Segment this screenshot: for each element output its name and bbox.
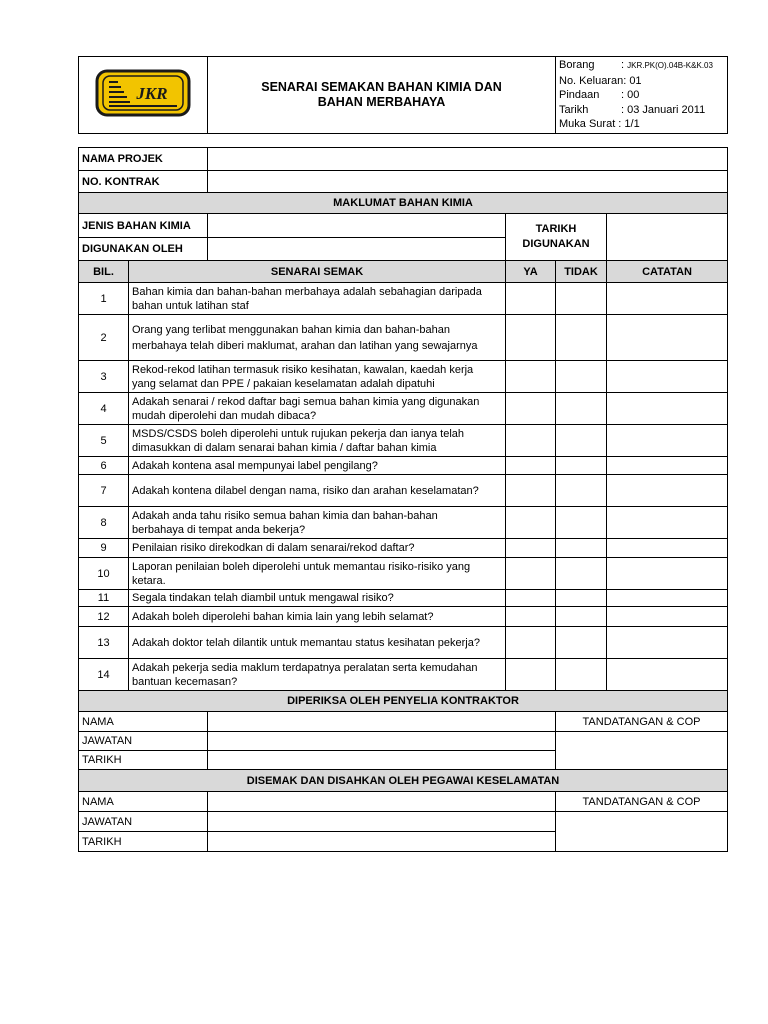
jkr-logo	[95, 68, 191, 118]
tidak-cell[interactable]	[556, 627, 607, 659]
catatan-cell[interactable]	[607, 425, 728, 457]
penyelia-nama-field[interactable]	[208, 712, 556, 732]
maklumat-heading: MAKLUMAT BAHAN KIMIA	[79, 193, 728, 214]
pegawai-nama-field[interactable]	[208, 792, 556, 812]
row-question: Rekod-rekod latihan termasuk risiko kesihatan, kawalan, kaedah kerja yang selamat dan PPE / pakaian keselamatan adalah dipatuhi	[129, 361, 506, 393]
tarikh-value: : 03 Januari 2011	[621, 103, 706, 116]
row-number: 12	[79, 607, 129, 627]
row-question: Segala tindakan telah diambil untuk mengawal risiko?	[129, 590, 506, 607]
pegawai-tarikh-label: TARIKH	[79, 832, 208, 852]
checklist-row	[79, 315, 728, 361]
checklist-header-row	[79, 261, 728, 283]
nama-projek-label: NAMA PROJEK	[79, 148, 208, 171]
penyelia-nama-label: NAMA	[79, 712, 208, 732]
row-question: Penilaian risiko direkodkan di dalam senarai/rekod daftar?	[129, 539, 506, 558]
borang-label: Borang	[559, 59, 595, 71]
row-question: Laporan penilaian boleh diperolehi untuk memantau risiko-risiko yang ketara.	[129, 558, 506, 590]
catatan-header: CATATAN	[607, 261, 728, 283]
nama-projek-field[interactable]	[208, 148, 728, 171]
no-keluaran: No. Keluaran: 01	[559, 74, 642, 87]
checklist-row	[79, 590, 728, 607]
ya-cell[interactable]	[506, 539, 556, 558]
tidak-cell[interactable]	[556, 425, 607, 457]
ya-cell[interactable]	[506, 507, 556, 539]
catatan-cell[interactable]	[607, 590, 728, 607]
borang-value: JKR.PK(O).04B-K&K.03	[627, 61, 713, 70]
ya-cell[interactable]	[506, 475, 556, 507]
ya-cell[interactable]	[506, 607, 556, 627]
logo-cell	[79, 57, 208, 134]
pindaan-value: : 00	[621, 89, 640, 101]
title-line-2: BAHAN MERBAHAYA	[317, 94, 446, 109]
svg-text:JKR: JKR	[136, 84, 168, 104]
ya-cell[interactable]	[506, 457, 556, 475]
title-line-1: SENARAI SEMAKAN BAHAN KIMIA DAN	[261, 79, 502, 94]
digunakan-oleh-label: DIGUNAKAN OLEH	[79, 238, 208, 261]
no-kontrak-row	[79, 171, 728, 193]
checklist-form	[78, 147, 728, 852]
document-header	[78, 56, 728, 134]
no-kontrak-label: NO. KONTRAK	[79, 171, 208, 193]
catatan-cell[interactable]	[607, 627, 728, 659]
catatan-cell[interactable]	[607, 659, 728, 691]
row-number: 10	[79, 558, 129, 590]
row-number: 3	[79, 361, 129, 393]
tidak-cell[interactable]	[556, 590, 607, 607]
checklist-row	[79, 607, 728, 627]
ya-header: YA	[506, 261, 556, 283]
row-question: Bahan kimia dan bahan-bahan merbahaya adalah sebahagian daripada bahan untuk latihan staf	[129, 283, 506, 315]
row-question: Orang yang terlibat menggunakan bahan kimia dan bahan-bahan merbahaya telah diberi maklumat, arahan dan latihan yang sewajarnya	[129, 315, 506, 361]
senarai-semak-header: SENARAI SEMAK	[129, 261, 506, 283]
tidak-cell[interactable]	[556, 607, 607, 627]
penyelia-heading: DIPERIKSA OLEH PENYELIA KONTRAKTOR	[79, 691, 728, 712]
tidak-header: TIDAK	[556, 261, 607, 283]
row-number: 4	[79, 393, 129, 425]
row-number: 9	[79, 539, 129, 558]
ya-cell[interactable]	[506, 283, 556, 315]
bil-header: BIL.	[79, 261, 129, 283]
pegawai-tandatangan-label: TANDATANGAN & COP	[556, 792, 728, 812]
pegawai-tandatangan-field[interactable]	[556, 812, 728, 852]
muka-surat: Muka Surat : 1/1	[559, 118, 640, 130]
checklist-row	[79, 393, 728, 425]
row-question: Adakah kontena dilabel dengan nama, risiko dan arahan keselamatan?	[129, 475, 506, 507]
catatan-cell[interactable]	[607, 475, 728, 507]
checklist-row	[79, 283, 728, 315]
document-meta: Borang : JKR.PK(O).04B-K&K.03 No. Keluaran: 01 Pindaan : 00 Tarikh : 03 Januari 2011 Muka Surat : 1/1	[556, 57, 728, 134]
tidak-cell[interactable]	[556, 283, 607, 315]
checklist-row	[79, 425, 728, 457]
pegawai-jawatan-field[interactable]	[208, 812, 556, 832]
catatan-cell[interactable]	[607, 507, 728, 539]
pegawai-jawatan-label: JAWATAN	[79, 812, 208, 832]
pegawai-tarikh-field[interactable]	[208, 832, 556, 852]
row-question: Adakah kontena asal mempunyai label pengilang?	[129, 457, 506, 475]
row-number: 1	[79, 283, 129, 315]
catatan-cell[interactable]	[607, 393, 728, 425]
ya-cell[interactable]	[506, 627, 556, 659]
ya-cell[interactable]	[506, 659, 556, 691]
row-question: Adakah senarai / rekod daftar bagi semua bahan kimia yang digunakan mudah diperolehi dan mudah dibaca?	[129, 393, 506, 425]
tidak-cell[interactable]	[556, 507, 607, 539]
ya-cell[interactable]	[506, 393, 556, 425]
row-question: Adakah pekerja sedia maklum terdapatnya peralatan serta kemudahan bantuan kecemasan?	[129, 659, 506, 691]
catatan-cell[interactable]	[607, 539, 728, 558]
row-question: Adakah anda tahu risiko semua bahan kimia dan bahan-bahan berbahaya di tempat anda bekerja?	[129, 507, 506, 539]
penyelia-tarikh-label: TARIKH	[79, 751, 208, 770]
checklist-row	[79, 507, 728, 539]
jenis-bahan-label: JENIS BAHAN KIMIA	[79, 214, 208, 238]
row-number: 7	[79, 475, 129, 507]
pegawai-heading: DISEMAK DAN DISAHKAN OLEH PEGAWAI KESELAMATAN	[79, 770, 728, 792]
nama-projek-row	[79, 148, 728, 171]
tidak-cell[interactable]	[556, 558, 607, 590]
catatan-cell[interactable]	[607, 315, 728, 361]
ya-cell[interactable]	[506, 315, 556, 361]
checklist-row	[79, 457, 728, 475]
ya-cell[interactable]	[506, 425, 556, 457]
no-kontrak-field[interactable]	[208, 171, 728, 193]
row-question: Adakah doktor telah dilantik untuk memantau status kesihatan pekerja?	[129, 627, 506, 659]
row-number: 2	[79, 315, 129, 361]
row-number: 11	[79, 590, 129, 607]
catatan-cell[interactable]	[607, 607, 728, 627]
row-number: 8	[79, 507, 129, 539]
catatan-cell[interactable]	[607, 457, 728, 475]
row-number: 5	[79, 425, 129, 457]
tidak-cell[interactable]	[556, 315, 607, 361]
jenis-bahan-field[interactable]	[208, 214, 506, 238]
tidak-cell[interactable]	[556, 393, 607, 425]
penyelia-jawatan-field[interactable]	[208, 732, 556, 751]
penyelia-tandatangan-label: TANDATANGAN & COP	[556, 712, 728, 732]
checklist-row	[79, 627, 728, 659]
row-number: 6	[79, 457, 129, 475]
catatan-cell[interactable]	[607, 558, 728, 590]
document-title	[208, 57, 556, 134]
penyelia-tarikh-field[interactable]	[208, 751, 556, 770]
tarikh-digunakan-line-1: TARIKH	[535, 223, 577, 235]
row-question: MSDS/CSDS boleh diperolehi untuk rujukan pekerja dan ianya telah dimasukkan di dalam senarai bahan kimia / daftar bahan kimia	[129, 425, 506, 457]
checklist-row	[79, 558, 728, 590]
penyelia-tandatangan-field[interactable]	[556, 732, 728, 770]
checklist-row	[79, 539, 728, 558]
digunakan-oleh-field[interactable]	[208, 238, 506, 261]
tarikh-digunakan-label	[506, 214, 607, 261]
tidak-cell[interactable]	[556, 457, 607, 475]
ya-cell[interactable]	[506, 590, 556, 607]
tarikh-digunakan-field[interactable]	[607, 214, 728, 261]
tidak-cell[interactable]	[556, 539, 607, 558]
pindaan-label: Pindaan	[559, 89, 600, 101]
catatan-cell[interactable]	[607, 283, 728, 315]
row-question: Adakah boleh diperolehi bahan kimia lain yang lebih selamat?	[129, 607, 506, 627]
row-number: 13	[79, 627, 129, 659]
catatan-cell[interactable]	[607, 361, 728, 393]
checklist-row	[79, 361, 728, 393]
checklist-row	[79, 475, 728, 507]
penyelia-jawatan-label: JAWATAN	[79, 732, 208, 751]
row-number: 14	[79, 659, 129, 691]
tarikh-label: Tarikh	[559, 103, 589, 116]
tidak-cell[interactable]	[556, 659, 607, 691]
checklist-row	[79, 659, 728, 691]
ya-cell[interactable]	[506, 361, 556, 393]
tidak-cell[interactable]	[556, 475, 607, 507]
ya-cell[interactable]	[506, 558, 556, 590]
pegawai-nama-label: NAMA	[79, 792, 208, 812]
tarikh-digunakan-line-2: DIGUNAKAN	[522, 238, 590, 250]
tidak-cell[interactable]	[556, 361, 607, 393]
